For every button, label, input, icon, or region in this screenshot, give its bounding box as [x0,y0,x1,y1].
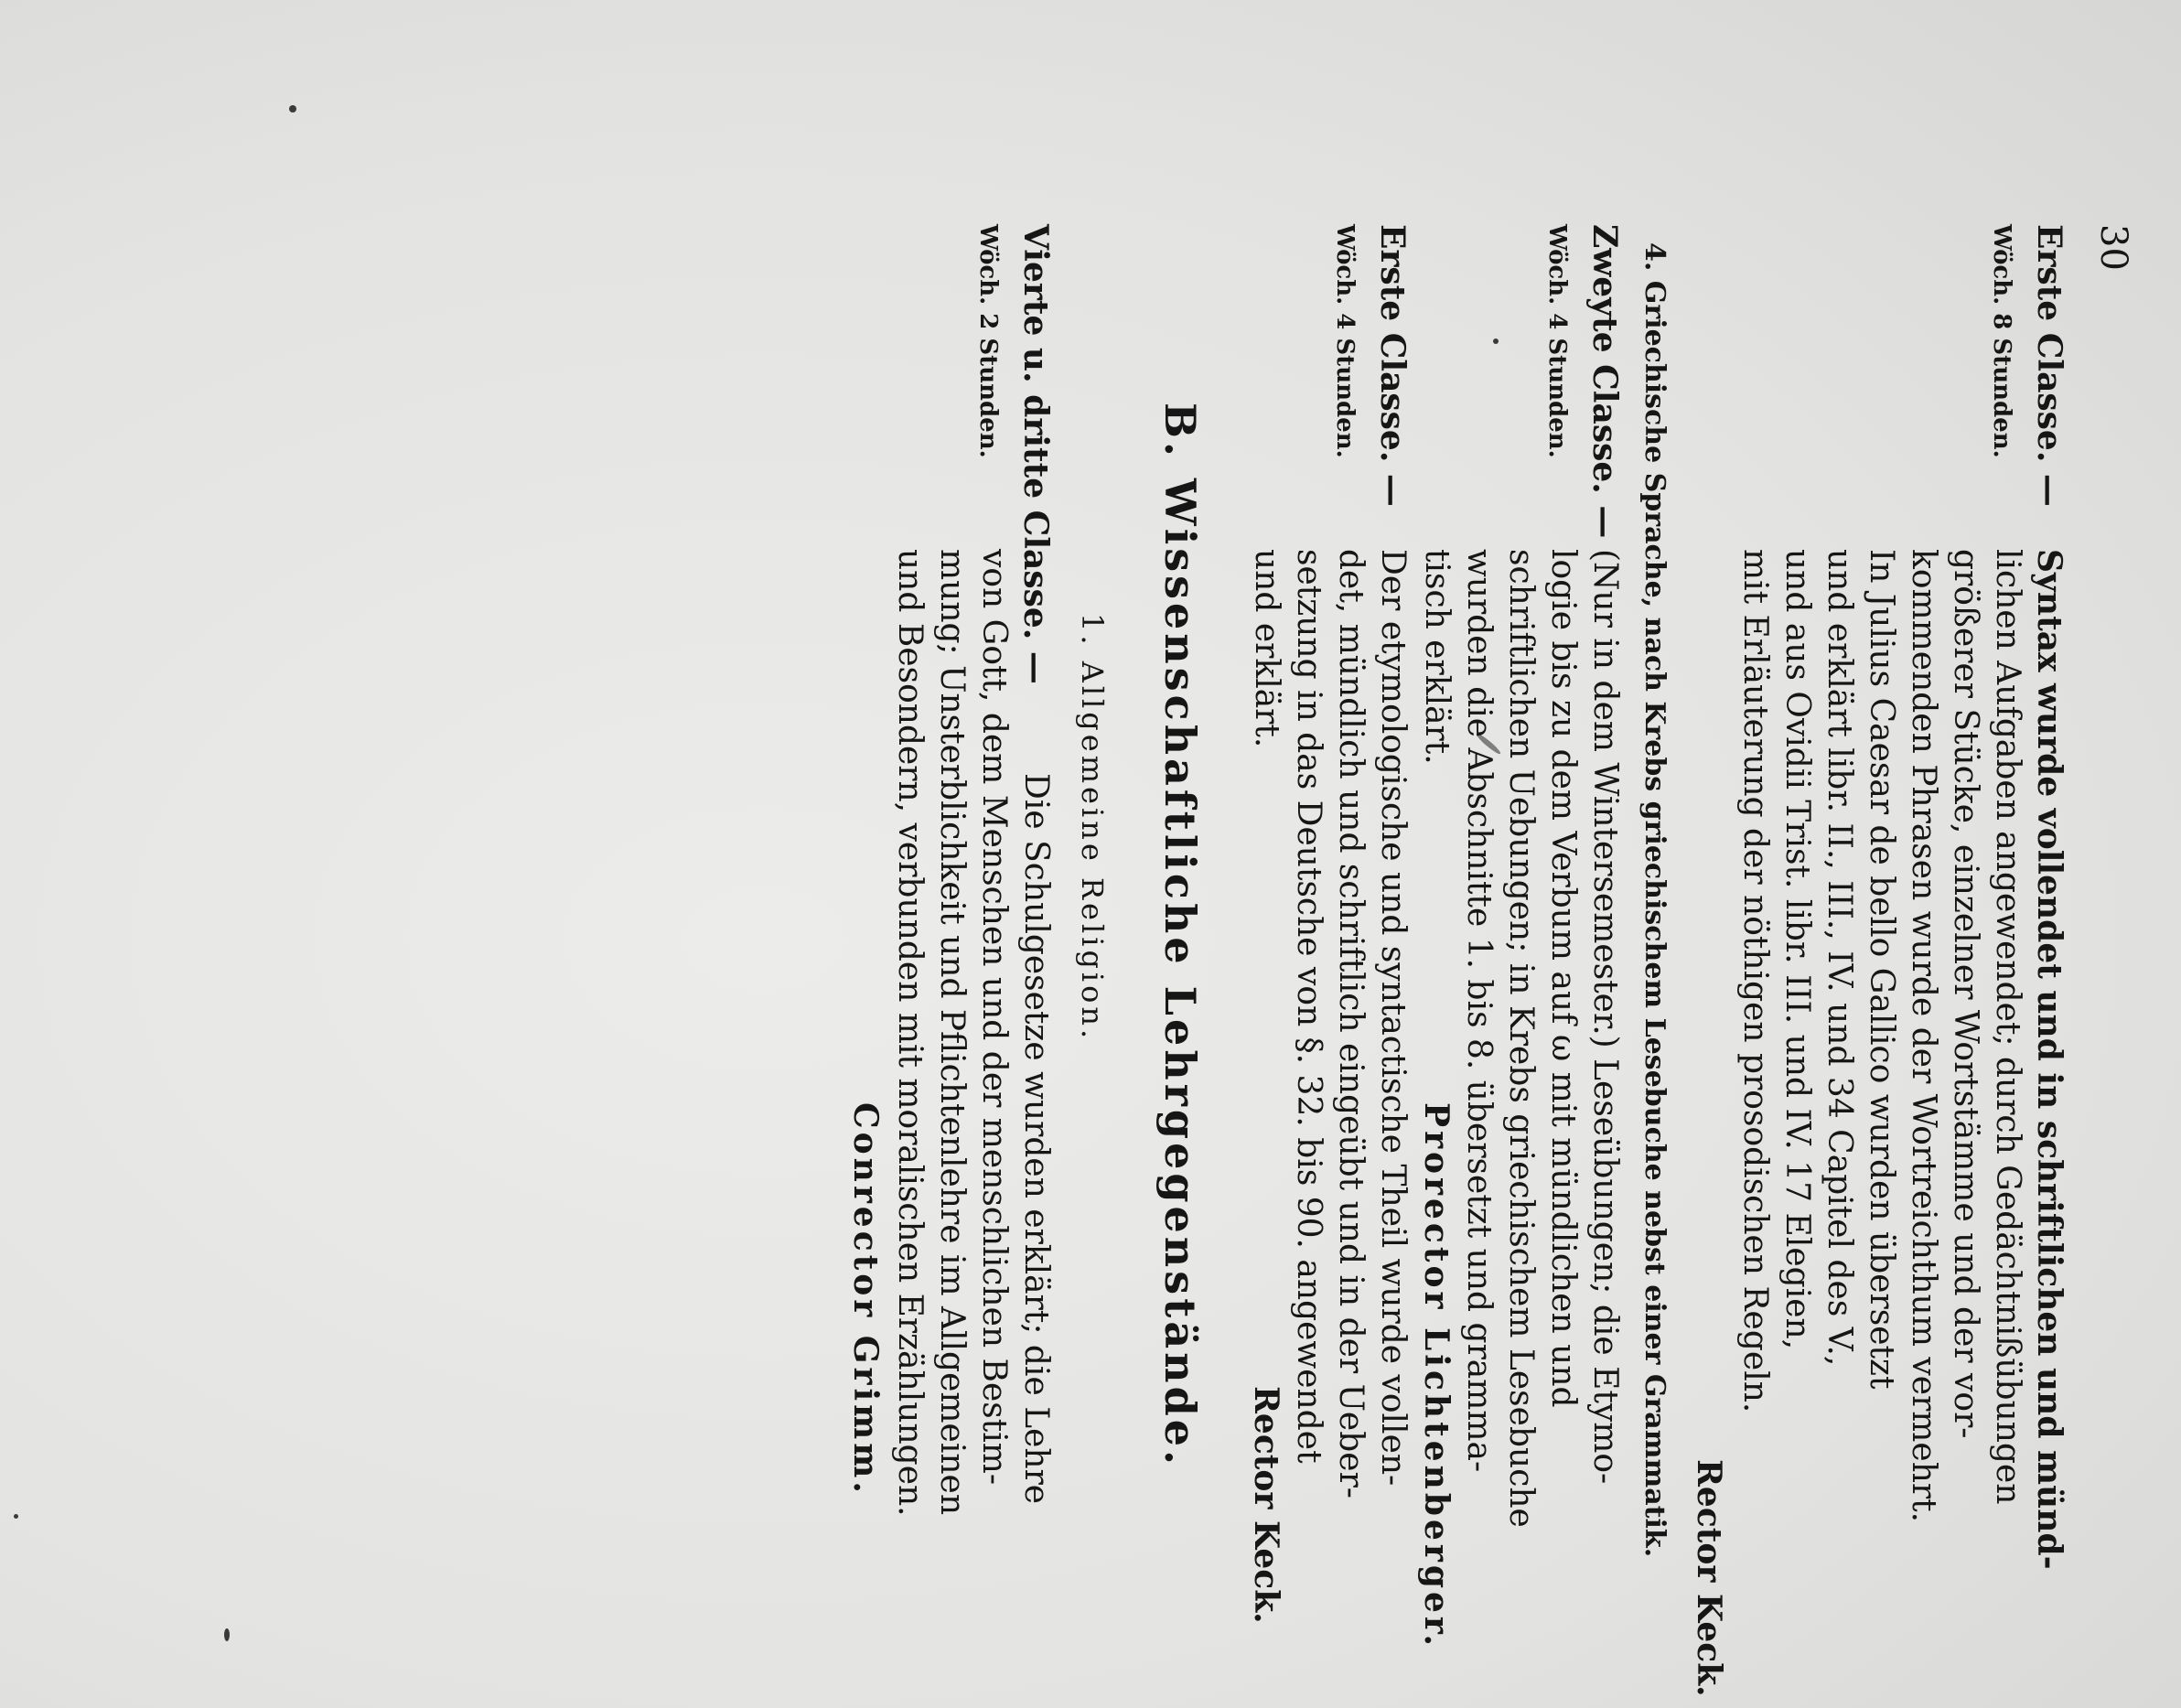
text-line: Die Schulgesetze wurden erklärt; die Lehre [1017,773,1055,1505]
text-line: setzung in das Deutsche von §. 32. bis 90. angewendet [1290,549,1327,1464]
hours-label: Wöch. 4 Stunden. [1331,224,1359,458]
text-line: und erklärt. [1248,549,1285,748]
subject-heading: 4. Griechische Sprache, nach Krebs griechischem Lesebuche nebst einer Grammatik. [1638,242,1671,1558]
hours-label: Wöch. 4 Stunden. [1543,224,1571,458]
text-line: Syntax wurde vollendet und in schriftlichen und münd- [2030,549,2068,1570]
text-line: größerer Stücke, einzelner Wortstämme und der vor- [1947,549,1984,1439]
text-line: und aus Ovidii Trist. libr. III. und IV. 17 Elegien, [1778,549,1816,1350]
text-line: In Julius Caesar de bello Gallico wurden übersetzt [1863,549,1900,1390]
signature-line: Rector Keck. [1247,1386,1285,1624]
text-line: logie bis zu dem Verbum auf ω mit mündlichen und [1544,549,1582,1408]
class-label: Erste Classe. — [2030,224,2068,507]
signature-line: Prorector Lichtenberger. [1417,1102,1456,1650]
text-line: det, mündlich und schriftlich eingeübt und in der Ueber- [1332,549,1370,1499]
text-line: kommenden Phrasen wurde der Wortreichthum vermehrt. [1905,549,1942,1523]
text-line: und Besondern, verbunden mit moralischen Erzählungen. [891,549,929,1517]
paper-speck [289,105,296,113]
page-number: 30 [2092,224,2134,271]
text-line: mung; Unsterblichkeit und Pflichtenlehre im Allgemeinen [933,549,971,1516]
text-line: (Nur in dem Wintersemester.) Leseübungen; die Etymo- [1586,549,1624,1485]
hours-label: Wöch. 8 Stunden. [1988,224,2015,458]
subsection-heading: 1. Allgemeine Religion. [1075,613,1110,1043]
section-heading: B. Wissenschaftliche Lehrgegenstände. [1155,403,1205,1469]
hours-label: Wöch. 2 Stunden. [974,224,1002,458]
text-line: lichen Aufgaben angewendet; durch Gedächtnißübungen [1989,549,2026,1505]
text-line: tisch erklärt. [1418,549,1456,765]
class-label: Zweyte Classe. — [1585,224,1624,539]
text-line: von Gott, dem Menschen und der menschlichen Bestim- [975,549,1013,1486]
class-label: Erste Classe. — [1373,224,1412,507]
signature-line: Rector Keck. [1690,1459,1728,1697]
class-label: Vierte u. dritte Classe. — [1016,224,1055,684]
text-line: und erklärt libr. II., III., IV. und 34 Capitel des V., [1821,549,1858,1367]
text-line: Der etymologische und syntactische Theil wurde vollen- [1374,549,1412,1487]
text-line: mit Erläuterung der nöthigen prosodischen Regeln. [1736,549,1774,1413]
signature-line: Conrector Grimm. [846,1102,885,1497]
text-line: schriftlichen Uebungen; in Krebs griechischem Lesebuche [1502,549,1540,1528]
text-line: wurden die Abschnitte 1. bis 8. übersetzt und gramma- [1460,549,1498,1473]
paper-speck [224,1628,230,1641]
paper-speck [14,1514,18,1519]
rotated-text-block [240,188,2134,1697]
